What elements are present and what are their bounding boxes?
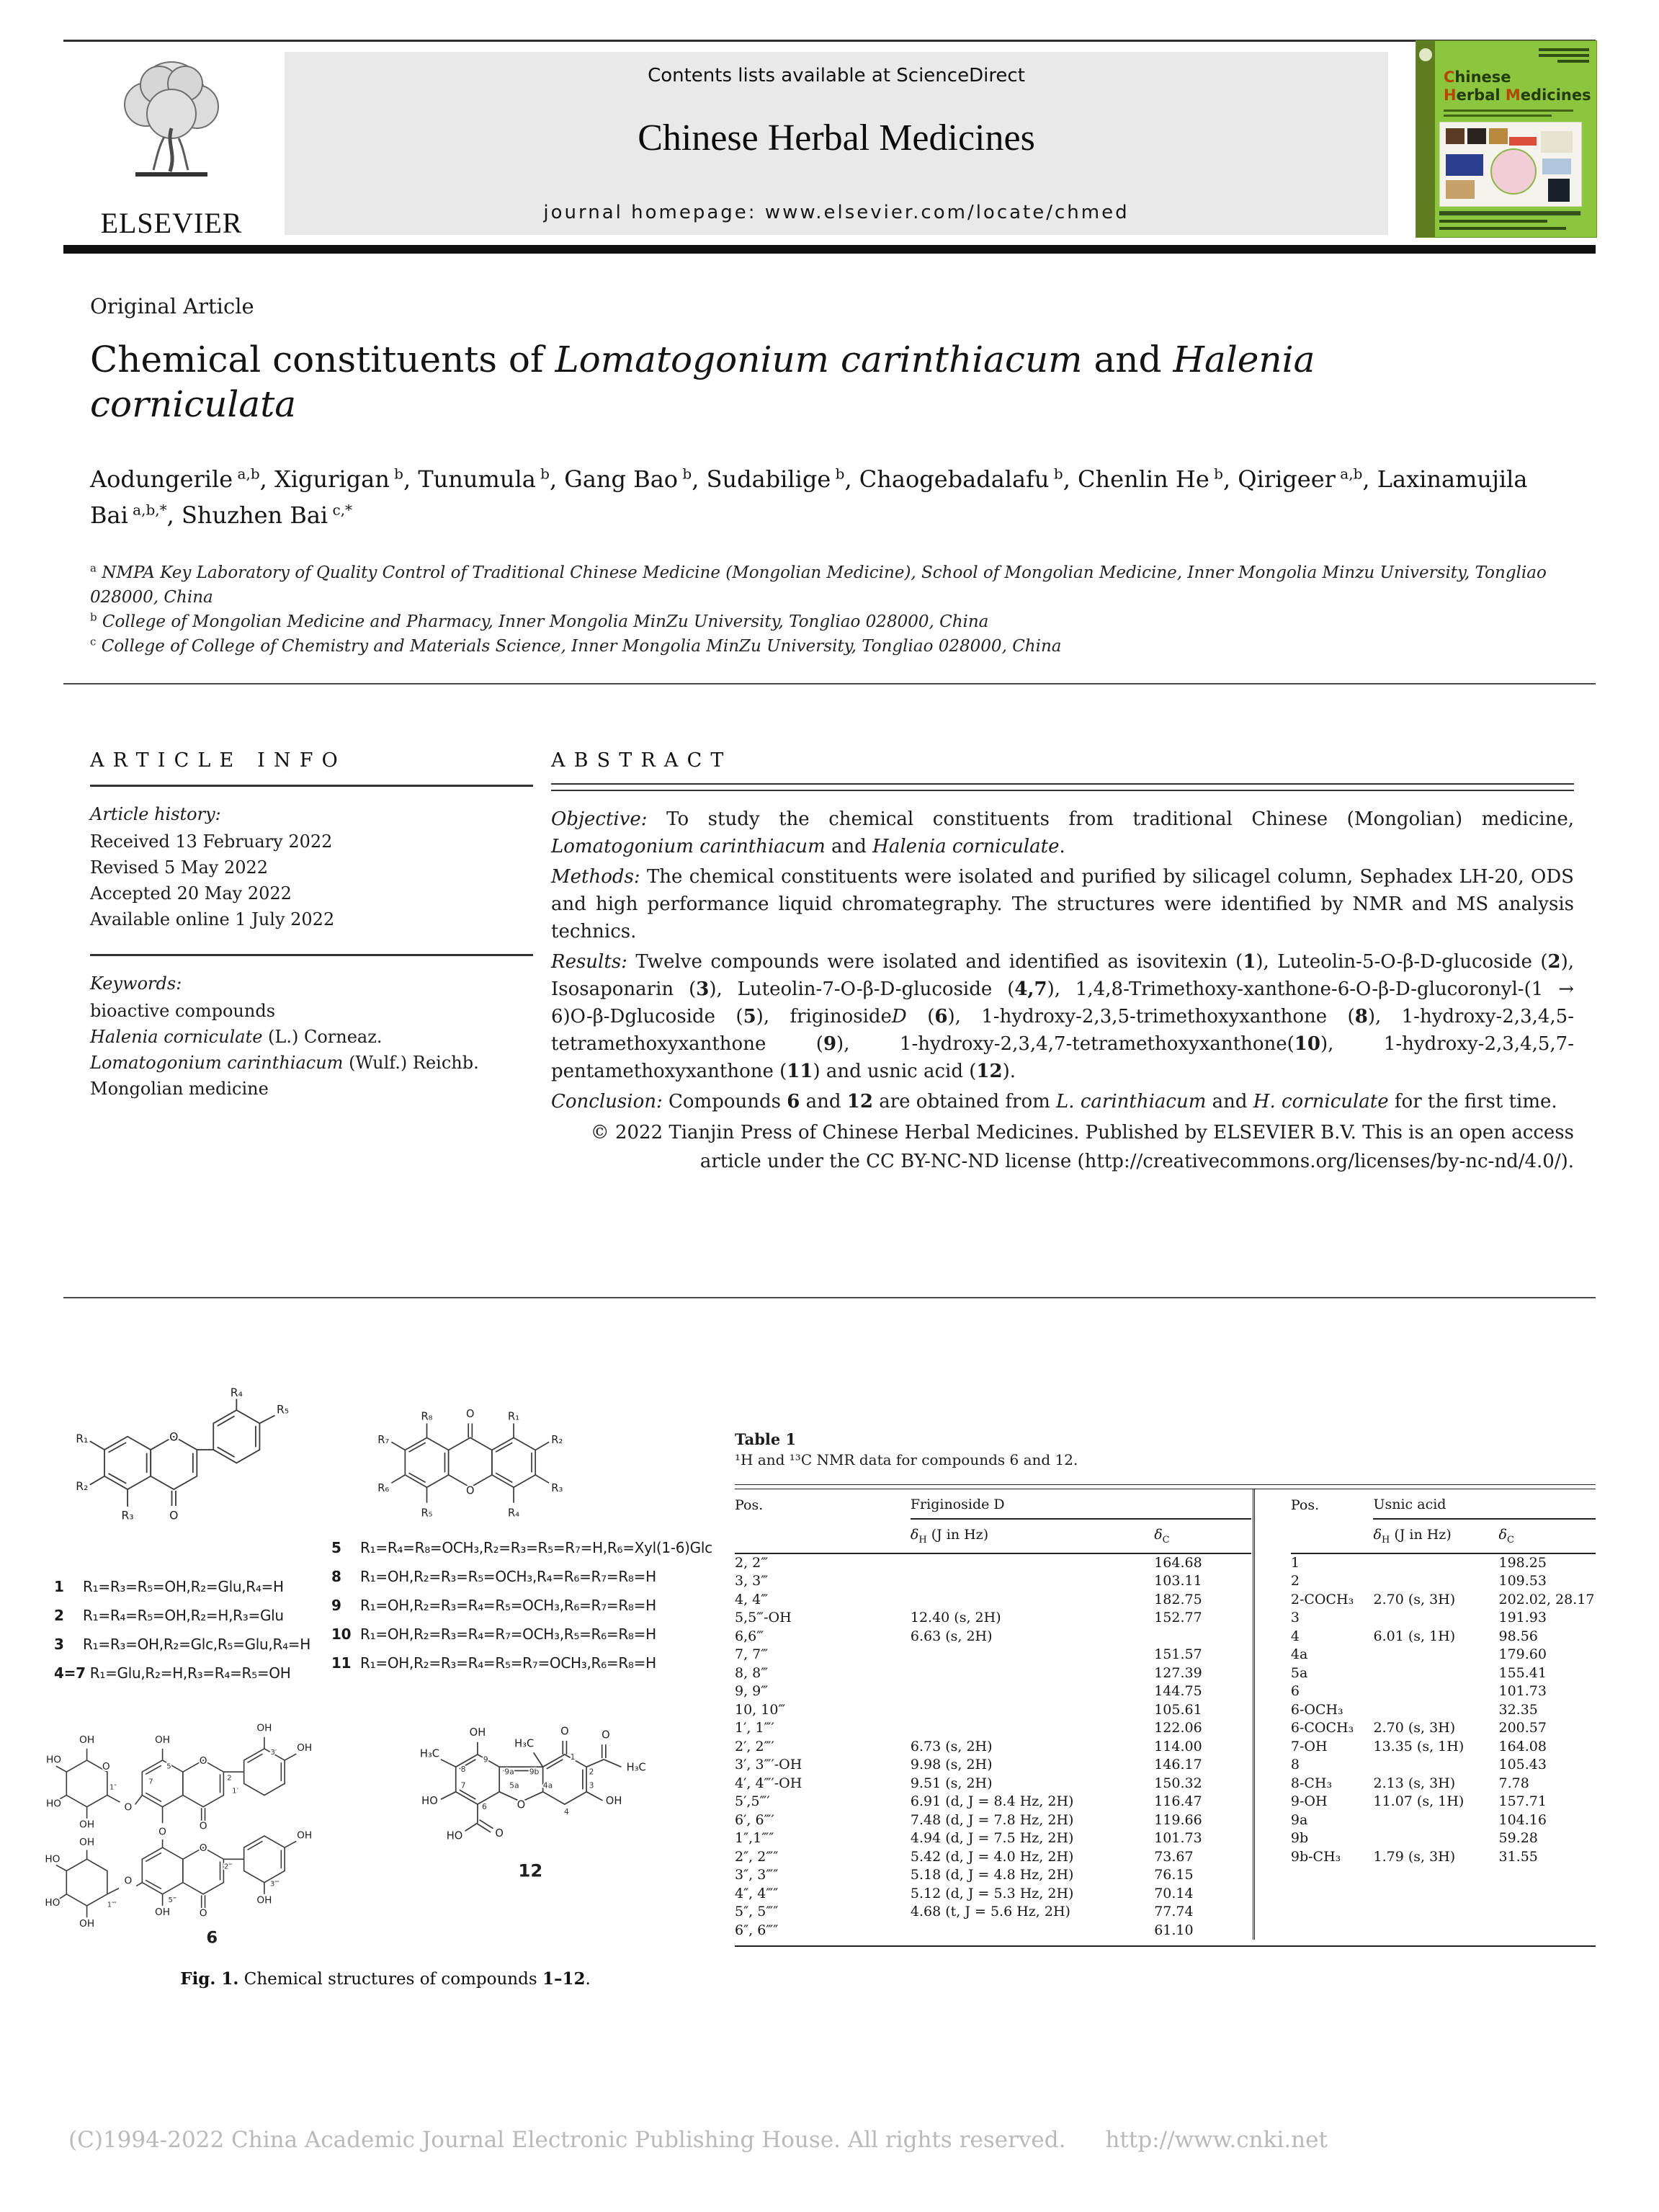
col-header-compound: Friginoside D	[911, 1494, 1251, 1519]
abstract-paragraph: Results: Twelve compounds were isolated and identified as isovitexin (1), Luteolin-5-O-β-D-glucoside (2), Isosaponarin (3), Luteolin-7-O-β-D-glucoside (4,7), 1,4,8-Trimethoxy-xanthone-6-O-β-D-glucoronyl-(1 → 6)O-β-Dglucoside (5), friginosideD (6), 1-hydroxy-2,3,5-trimethoxyxanthone (8), 1-hydroxy-2,3,4,5-tetramethoxyxanthone (9), 1-hydroxy-2,3,4,7-tetramethoxyxanthone(10), 1-hydroxy-2,3,4,5,7-pentamethoxyxanthone (11) and usnic acid (12).	[551, 951, 1575, 1082]
abstract-paragraph: Methods: The chemical constituents were isolated and purified by silicagel column, Sephadex LH-20, ODS and high performance liquid chromategraphy. The structures were identified by NMR and MS analysis technics.	[551, 866, 1574, 942]
col-header-delta-c: $\delta_C$	[1499, 1519, 1596, 1553]
table-row: 6-COCH₃ 2.70 (s, 3H) 200.57	[1290, 1720, 1547, 1736]
table-row: 4 6.01 (s, 1H) 98.56	[1290, 1628, 1538, 1644]
atom-label: O	[158, 1826, 166, 1838]
author: Chaogebadalafu $^b$	[859, 465, 1063, 493]
atom-label: 1′	[232, 1787, 238, 1796]
compound-definition: 4=7 R₁=Glu,R₂=H,R₃=R₄=R₅=OH	[54, 1664, 291, 1682]
elsevier-wordmark: ELSEVIER	[100, 207, 243, 239]
table-row: 10, 10‴ 105.61	[735, 1701, 1202, 1718]
separator	[63, 683, 1596, 684]
atom-label: R₃	[121, 1509, 134, 1522]
atom-label: 9a	[504, 1767, 514, 1777]
author: Chenlin He $^b$	[1078, 465, 1223, 493]
affiliation: $^a$ NMPA Key Laboratory of Quality Control of Traditional Chinese Medicine (Mongolian Medicine), School of Mongolian Medicine, Inner Mongolia Minzu University, Tongliao 028000, China	[90, 561, 1547, 607]
atom-label: O	[169, 1509, 179, 1522]
atom-label: OH	[79, 1819, 95, 1831]
table-row: 2″, 2‴″ 5.42 (d, J = 4.0 Hz, 2H) 73.67	[735, 1848, 1194, 1865]
atom-label: HO	[45, 1754, 62, 1766]
atom-label: OH	[256, 1722, 272, 1734]
table-row: 5′,5‴′ 6.91 (d, J = 8.4 Hz, 2H) 116.47	[735, 1793, 1202, 1810]
atom-label: R₃	[551, 1482, 563, 1495]
affiliation: $^c$ College of College of Chemistry and Materials Science, Inner Mongolia MinZu University, Tongliao 028000, China	[90, 635, 1062, 656]
compound-definition: 3 R₁=R₃=OH,R₂=Glc,R₅=Glu,R₄=H	[54, 1636, 310, 1653]
compound-definition: 11 R₁=OH,R₂=R₃=R₄=R₅=R₇=OCH₃,R₆=R₈=H	[331, 1654, 656, 1672]
table-row: 3″, 3‴″ 5.18 (d, J = 4.8 Hz, 2H) 76.15	[735, 1867, 1194, 1883]
atom-label: 5a	[509, 1780, 519, 1790]
affiliation: $^b$ College of Mongolian Medicine and Pharmacy, Inner Mongolia MinZu University, Tongliao 028000, China	[90, 610, 989, 631]
atom-label: 7	[460, 1780, 466, 1790]
atom-label: OH	[297, 1829, 313, 1842]
atom-label: O	[466, 1407, 475, 1420]
author: Tunumula $^b$	[418, 465, 550, 493]
compound-definition: 1 R₁=R₃=R₅=OH,R₂=Glu,R₄=H	[54, 1578, 284, 1595]
table-row: 6 101.73	[1290, 1683, 1547, 1700]
atom-label: 1	[570, 1752, 576, 1762]
table-row: 2, 2‴ 164.68	[735, 1554, 1202, 1571]
atom-label: O	[517, 1798, 526, 1811]
atom-label: O	[169, 1430, 179, 1444]
atom-label: OH	[79, 1918, 95, 1930]
author: Xigurigan $^b$	[274, 465, 403, 493]
atom-label: 3⁗	[269, 1880, 280, 1888]
table-body-friginoside	[735, 1553, 1251, 1940]
cover-side-strip	[1416, 41, 1435, 237]
atom-label: 2	[589, 1767, 594, 1777]
cover-subtitle-lines	[1444, 110, 1573, 120]
header-black-bar	[63, 245, 1596, 254]
compound-definition: 9 R₁=OH,R₂=R₃=R₄=R₅=OCH₃,R₆=R₇=R₈=H	[331, 1597, 656, 1614]
table-row: 9, 9‴ 144.75	[735, 1683, 1202, 1700]
atom-label: 5‴	[168, 1896, 177, 1905]
atom-label: O	[495, 1827, 504, 1839]
table-row: 1 198.25	[1290, 1554, 1547, 1571]
atom-label: O	[124, 1801, 133, 1814]
abstract-paragraph: Objective: To study the chemical constituents from traditional Chinese (Mongolian) medicine, Lomatogonium carinthiacum and Halenia corniculate.	[551, 808, 1574, 857]
cover-footer-line	[1439, 227, 1566, 230]
table-left-half	[735, 1489, 1251, 1940]
atom-label: 6	[482, 1802, 487, 1811]
atom-label: H₃C	[419, 1747, 440, 1760]
compound-definition: 8 R₁=OH,R₂=R₃=R₅=OCH₃,R₄=R₆=R₇=R₈=H	[331, 1568, 656, 1585]
author: Sudabilige $^b$	[706, 465, 845, 493]
article-type-label: Original Article	[90, 294, 254, 318]
table-row: 1″,1‴″ 4.94 (d, J = 7.5 Hz, 2H) 101.73	[735, 1830, 1202, 1847]
atom-label: R₅	[421, 1507, 433, 1520]
table-row: 4′, 4‴′-OH 9.51 (s, 2H) 150.32	[735, 1775, 1202, 1791]
article-info-section	[90, 749, 533, 1102]
table-top-rule	[735, 1484, 1596, 1489]
journal-homepage-link[interactable]: journal homepage: www.elsevier.com/locate/chmed	[543, 202, 1130, 223]
keyword: bioactive compounds	[90, 1001, 276, 1021]
history-list	[90, 829, 533, 932]
keyword: Lomatogonium carinthiacum (Wulf.) Reichb.	[90, 1053, 479, 1073]
atom-label: 1⁗	[107, 1901, 117, 1909]
table-row: 9b 59.28	[1290, 1830, 1538, 1847]
atom-label: O	[199, 1907, 207, 1919]
atom-label: R₈	[421, 1410, 433, 1423]
compound-12-structure	[400, 1686, 674, 1891]
cover-collage	[1439, 122, 1582, 207]
atom-label: O	[199, 1820, 207, 1832]
atom-label: OH	[469, 1726, 486, 1739]
col-header-delta-h: $\delta_H$ (J in Hz)	[1373, 1519, 1498, 1553]
table-row: 2′, 2‴′ 6.73 (s, 2H) 114.00	[735, 1738, 1202, 1754]
table-row: 7, 7‴ 151.57	[735, 1646, 1202, 1663]
journal-title: Chinese Herbal Medicines	[638, 117, 1035, 159]
atom-label: 7	[148, 1778, 153, 1786]
xanthone-substituent-list	[331, 1533, 712, 1677]
atom-label: 4	[564, 1806, 569, 1816]
table-row: 3 191.93	[1290, 1610, 1547, 1626]
atom-label: 2	[227, 1774, 232, 1783]
atom-label: R₂	[551, 1434, 563, 1447]
table-caption: ¹H and ¹³C NMR data for compounds 6 and 12.	[735, 1451, 1078, 1468]
atom-label: R₁	[76, 1432, 89, 1445]
journal-cover-thumbnail	[1416, 40, 1597, 238]
table-body-usnic-acid	[1291, 1553, 1596, 1867]
atom-label: HO	[45, 1853, 61, 1865]
journal-header	[63, 48, 1596, 239]
atom-label: OH	[79, 1734, 95, 1746]
atom-label: 9	[483, 1754, 488, 1765]
table-row: 3′, 3‴′-OH 9.98 (s, 2H) 146.17	[735, 1757, 1202, 1773]
atom-label: OH	[297, 1742, 313, 1754]
author: Laxinamujila Bai $^{a,b,*}$	[90, 465, 1528, 529]
history-item: Revised 5 May 2022	[90, 857, 269, 878]
atom-label: R₄	[508, 1507, 520, 1520]
atom-label: 3′	[270, 1748, 277, 1757]
table-row: 9a 104.16	[1290, 1811, 1547, 1828]
atom-label: R₂	[76, 1480, 89, 1493]
atom-label: 12	[518, 1860, 543, 1881]
table-row: 5,5‴-OH 12.40 (s, 2H) 152.77	[735, 1610, 1202, 1626]
atom-label: O	[560, 1725, 569, 1738]
atom-label: OH	[79, 1836, 95, 1848]
flavone-skeleton-structure	[65, 1387, 303, 1530]
elsevier-logo	[63, 50, 280, 239]
atom-label: O	[199, 1754, 207, 1767]
compound-definition: 2 R₁=R₄=R₅=OH,R₂=H,R₃=Glu	[54, 1607, 284, 1624]
abstract-body	[551, 806, 1574, 1176]
keywords-label: Keywords:	[90, 973, 182, 994]
atom-label: HO	[446, 1829, 463, 1842]
atom-label: OH	[155, 1906, 171, 1918]
affiliation-list	[90, 561, 1560, 659]
col-header-compound: Usnic acid	[1373, 1494, 1596, 1519]
atom-label: OH	[155, 1734, 171, 1746]
atom-label: O	[102, 1760, 110, 1772]
author-list: Aodungerile $^{a,b}$, Xigurigan $^b$, Tunumula $^b$, Gang Bao $^b$, Sudabilige $^b$, Chaogebadalafu $^b$, Chenlin He $^b$, Qirigeer $^{a,b}$, Laxinamujila Bai $^{a,b,*}$, Shuzhen Bai $^{c,*}$	[90, 465, 1528, 529]
table-row: 2 109.53	[1290, 1573, 1547, 1589]
separator	[63, 1297, 1596, 1298]
elsevier-tree-icon	[96, 50, 247, 202]
page-footer	[68, 2127, 1581, 2153]
atom-label: 3	[589, 1780, 594, 1790]
atom-label: HO	[45, 1896, 61, 1909]
table-label: Table 1	[735, 1430, 797, 1448]
flavone-substituent-list	[54, 1572, 310, 1687]
atom-label: O	[199, 1842, 207, 1855]
article-title: Chemical constituents of Lomatogonium carinthiacum and Halenia corniculata	[90, 339, 1315, 425]
col-header-delta-c: $\delta_C$	[1154, 1519, 1251, 1553]
table-row: 8 105.43	[1290, 1757, 1547, 1773]
table-row: 2-COCH₃ 2.70 (s, 3H) 202.02, 28.17	[1290, 1591, 1595, 1607]
table-row: 6-OCH₃ 32.35	[1290, 1701, 1538, 1718]
author: Shuzhen Bai $^{c,*}$	[181, 501, 353, 529]
atom-label: O	[602, 1729, 610, 1741]
table-row: 5″, 5‴″ 4.68 (t, J = 5.6 Hz, 2H) 77.74	[735, 1904, 1194, 1920]
table-row: 8, 8‴ 127.39	[735, 1664, 1202, 1681]
separator	[90, 954, 533, 956]
atom-label: 1″	[109, 1783, 117, 1792]
atom-label: H₃C	[514, 1737, 535, 1750]
keyword: Halenia corniculate (L.) Corneaz.	[90, 1027, 383, 1047]
history-label: Article history:	[90, 804, 221, 824]
atom-label: R₄	[230, 1387, 243, 1399]
atom-label: 5	[166, 1762, 171, 1771]
atom-label: OH	[605, 1795, 622, 1808]
journal-banner	[285, 52, 1388, 235]
atom-label: 4a	[542, 1780, 553, 1790]
figure-1	[43, 1369, 728, 2017]
atom-label: H₃C	[626, 1761, 646, 1774]
abstract-heading: ABSTRACT	[551, 749, 733, 772]
table-row: 3, 3‴ 103.11	[735, 1573, 1202, 1589]
col-header-pos: Pos.	[1290, 1497, 1320, 1513]
table-row: 6,6‴ 6.63 (s, 2H)	[735, 1628, 993, 1644]
atom-label: 9b	[529, 1767, 540, 1777]
atom-label: O	[466, 1484, 475, 1497]
abstract-paragraph: © 2022 Tianjin Press of Chinese Herbal Medicines. Published by ELSEVIER B.V. This is an open access article under the CC BY-NC-ND license (http://creativecommons.org/licenses/by-nc-nd/4.0/).	[590, 1122, 1574, 1172]
cover-footer-line	[1439, 220, 1547, 223]
table-row: 4″, 4‴″ 5.12 (d, J = 5.3 Hz, 2H) 70.14	[735, 1885, 1194, 1901]
separator	[90, 785, 533, 787]
history-item: Accepted 20 May 2022	[90, 883, 292, 904]
cover-volume-line	[1439, 211, 1580, 215]
cover-logo-icon	[1419, 48, 1432, 61]
table-row: 6′, 6‴′ 7.48 (d, J = 7.8 Hz, 2H) 119.66	[735, 1811, 1202, 1828]
table-row: 5a 155.41	[1290, 1664, 1547, 1681]
table-bottom-rule	[735, 1945, 1596, 1947]
abstract-paragraph: Conclusion: Compounds 6 and 12 are obtained from L. carinthiacum and H. corniculate for the first time.	[551, 1091, 1557, 1112]
top-separator	[63, 40, 1596, 42]
author: Aodungerile $^{a,b}$	[90, 465, 260, 493]
compound-6-structure	[43, 1679, 346, 1954]
history-item: Received 13 February 2022	[90, 831, 333, 852]
table-row: 4, 4‴ 182.75	[735, 1591, 1202, 1607]
table-row: 4a 179.60	[1290, 1646, 1547, 1663]
compound-definition: 10 R₁=OH,R₂=R₃=R₄=R₇=OCH₃,R₅=R₆=R₈=H	[331, 1625, 656, 1643]
table-row: 8-CH₃ 2.13 (s, 3H) 7.78	[1290, 1775, 1529, 1791]
atom-label: HO	[421, 1795, 438, 1808]
atom-label: 2‴	[224, 1863, 233, 1871]
contents-list-line[interactable]: Contents lists available at ScienceDirect	[648, 65, 1025, 86]
xanthone-skeleton-structure	[371, 1385, 594, 1525]
atom-label: OH	[256, 1894, 272, 1906]
table-row: 7-OH 13.35 (s, 1H) 164.08	[1290, 1738, 1547, 1754]
cnki-link[interactable]: http://www.cnki.net	[1105, 2127, 1328, 2153]
atom-label: R₁	[508, 1410, 520, 1423]
cover-title: Chinese Herbal Medicines	[1444, 68, 1591, 104]
table-row: 6″, 6‴″ 61.10	[735, 1922, 1194, 1938]
table-row: 1′, 1‴′ 122.06	[735, 1720, 1202, 1736]
keyword-list	[90, 998, 533, 1102]
table-right-half	[1253, 1489, 1596, 1940]
figure-caption: Fig. 1. Chemical structures of compounds 1–12.	[180, 1969, 591, 1989]
atom-label: 8	[460, 1765, 466, 1775]
abstract-section	[551, 749, 1574, 1179]
keyword: Mongolian medicine	[90, 1079, 269, 1099]
separator	[551, 783, 1574, 791]
atom-label: 6	[206, 1928, 218, 1948]
table-1	[735, 1430, 1596, 1947]
compound-definition: 5 R₁=R₄=R₈=OCH₃,R₂=R₃=R₅=R₇=H,R₆=Xyl(1-6)Glc	[331, 1539, 712, 1556]
atom-label: HO	[45, 1798, 62, 1810]
atom-label: O	[124, 1875, 133, 1887]
atom-label: R₅	[276, 1403, 290, 1417]
article-info-heading: ARTICLE INFO	[90, 749, 346, 772]
atom-label: R₇	[377, 1434, 390, 1447]
col-header-delta-h: $\delta_H$ (J in Hz)	[911, 1519, 1154, 1553]
history-item: Available online 1 July 2022	[90, 909, 335, 929]
table-row: 9-OH 11.07 (s, 1H) 157.71	[1290, 1793, 1547, 1810]
copyright-notice: (C)1994-2022 China Academic Journal Electronic Publishing House. All rights reserved.	[68, 2127, 1066, 2153]
cover-issn-lines	[1539, 48, 1589, 66]
table-row: 9b-CH₃ 1.79 (s, 3H) 31.55	[1290, 1848, 1538, 1865]
atom-label: R₆	[377, 1482, 390, 1495]
author: Qirigeer $^{a,b}$	[1238, 465, 1363, 493]
author: Gang Bao $^b$	[564, 465, 692, 493]
col-header-pos: Pos.	[735, 1497, 764, 1513]
